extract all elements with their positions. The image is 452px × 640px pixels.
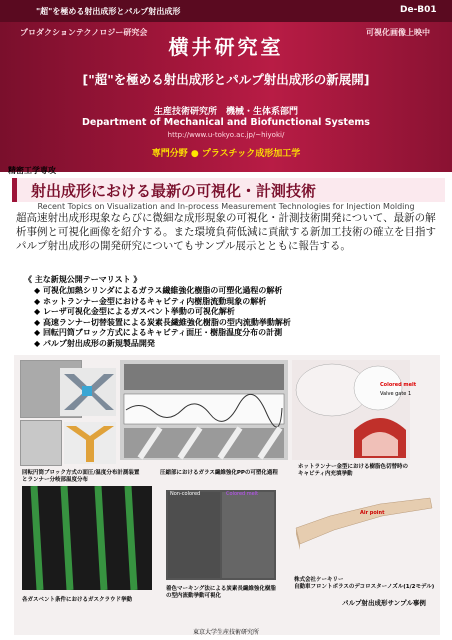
caption-3b: キャビティ内充填挙動	[298, 471, 353, 477]
list-item: ◆ パルプ射出成形の新規製品開発	[34, 338, 155, 348]
hot-runner-image	[292, 360, 410, 460]
section-title-box	[12, 178, 445, 202]
carbon-fiber-images	[166, 490, 276, 580]
caption-6b: 自動車フロントボラスのデコロスターノズル(1/2モデル)	[294, 584, 435, 590]
label-colored: Colored melt	[380, 382, 417, 388]
caption-4: 各ガスベント条件におけるガスクラウド挙動	[22, 597, 133, 603]
dept-en: Department of Mechanical and Biofunctional Systems	[82, 117, 370, 128]
section-english: Recent Topics on Visualization and In-process Measurement Technologies for Injection Molding	[37, 202, 415, 211]
footer-label: 東京大学生産技術研究所	[192, 629, 259, 636]
field-label: 専門分野 ● プラスチック成形加工学	[151, 149, 301, 159]
pulp-sample-image	[290, 494, 436, 576]
list-item: ◆ 可視化加熱シリンダによるガラス繊維強化樹脂の可塑化過程の解析	[34, 286, 283, 295]
temperature-map-image	[60, 368, 116, 416]
caption-3: ホットランナー金型における樹脂色切替時の	[298, 464, 409, 470]
label-valve: Valve gate 1	[380, 391, 412, 397]
page-title: 横井研究室	[168, 35, 284, 59]
header-center-label: プロダクションテクノロジー研究会	[20, 28, 148, 37]
list-item: ◆ 高速ランナー切替装置による炭素長繊維強化樹脂の型内流動挙動解析	[34, 317, 291, 327]
label-air: Air point	[360, 510, 385, 516]
caption-2: 圧縮部におけるガラス繊維強化PPの可塑化過程	[160, 470, 278, 476]
theme-list	[34, 286, 434, 349]
caption-5: 着色マーキング法による炭素長繊維強化樹脂	[166, 586, 276, 592]
header-left-label: "超"を極める射出成形とパルプ射出成形	[36, 7, 181, 16]
runner-map-image	[64, 422, 116, 464]
list-heading: 《 主な新規公開テーマリスト 》	[24, 275, 142, 284]
section-title: 射出成形における最新の可視化・計測技術	[31, 182, 317, 200]
header-visual-label: 可視化画像上映中	[366, 28, 430, 37]
gas-vent-images	[22, 486, 152, 590]
caption-7: パルプ射出成形サンプル事例	[342, 599, 426, 607]
caption-6: 株式会社ケーキリー	[294, 577, 344, 583]
dept-ja: 生産技術研究所 機械・生体系部門	[153, 107, 298, 117]
list-item: ◆ 回転円筒ブロック方式によるキャビティ面圧・樹脂温度分布の計測	[34, 328, 283, 337]
lab-url[interactable]: http://www.u-tokyo.ac.jp/~hiyoki/	[167, 131, 285, 139]
caption-1: 回転円筒ブロック方式の面圧/温度分布計測装置	[22, 470, 140, 476]
caption-1b: とランナー分岐部温度分布	[22, 477, 89, 483]
plasticizing-image	[120, 360, 288, 460]
label-non-colored: Non-colored	[170, 491, 201, 497]
list-item: ◆ レーザ可視化金型によるガスベント挙動の可視化解析	[34, 307, 235, 316]
caption-5b: の型内流動挙動可視化	[166, 593, 222, 599]
section-body: 超高速射出成形現象ならびに微細な成形現象の可視化・計測技術開発について、最新の解析事例と可視化画像を紹介する。また環境負荷低減に貢献する新加工技術の確立を目指すパルプ射出成形の開発研究についてもサンプル展示とともに報告する。	[16, 212, 436, 252]
list-item: ◆ ホットランナー金型におけるキャビティ内樹脂流動現象の解析	[34, 296, 267, 306]
field-bar-label: 精密工学専攻	[8, 166, 56, 175]
label-colored-2: Colored melt	[226, 491, 259, 497]
header-code: De-B01	[400, 5, 437, 15]
block-photo	[20, 420, 62, 466]
page-subtitle: ["超"を極める射出成形とパルプ射出成形の新展開]	[82, 72, 370, 87]
